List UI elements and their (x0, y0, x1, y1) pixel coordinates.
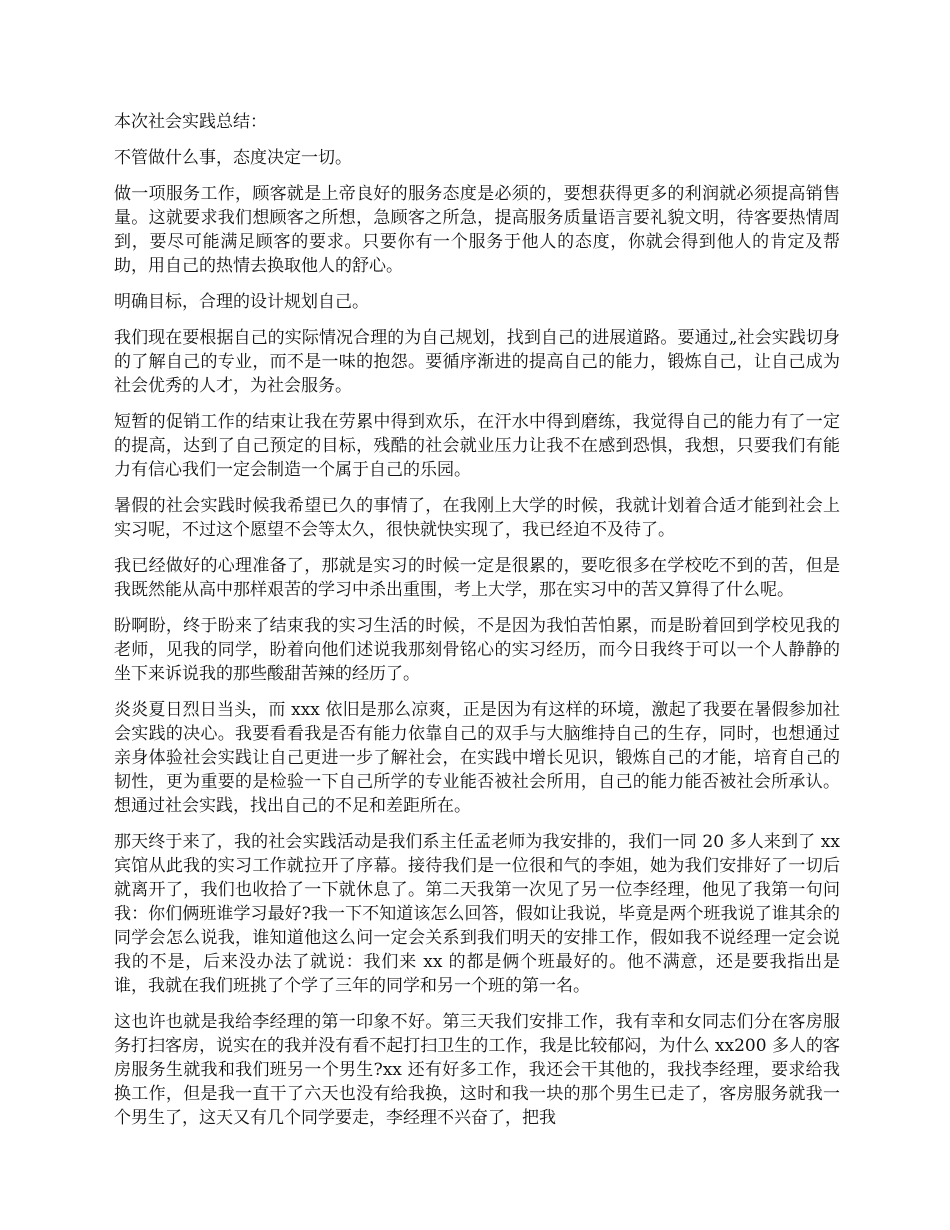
paragraph-promotion: 短暂的促销工作的结束让我在劳累中得到欢乐，在汗水中得到磨练，我觉得自己的能力有了一定的提高，达到了自己预定的目标，残酷的社会就业压力让我不在感到恐惧，我想，只要我们有能力有信心我们一定会制造一个属于自己的乐园。 (114, 412, 840, 480)
paragraph-planning: 我们现在要根据自己的实际情况合理的为自己规划，找到自己的进展道路。要通过„社会实践切身的了解自己的专业，而不是一味的抱怨。要循序渐进的提高自己的能力，锻炼自己，让自己成为社会优秀的人才，为社会服务。 (114, 328, 840, 396)
paragraph-ending: 盼啊盼，终于盼来了结束我的实习生活的时候，不是因为我怕苦怕累，而是盼着回到学校见我的老师，见我的同学，盼着向他们述说我那刻骨铭心的实习经历，而今日我终于可以一个人静静的坐下来诉说我的那些酸甜苦辣的经历了。 (114, 616, 840, 684)
paragraph-heading: 本次社会实践总结： (114, 112, 267, 132)
paragraph-assignment: 这也许也就是我给李经理的第一印象不好。第三天我们安排工作，我有幸和女同志们分在客房服务打扫客房，说实在的我并没有看不起打扫卫生的工作，我是比较郁闷，为什么 xx200 多人的客房服务生就我和我们班另一个男生?xx 还有好多工作，我还会干其他的，我找李经理，要求给我换工作，但是我一直干了六天也没有给我换，这时和我一块的那个男生已走了，客房服务就我一个男生了，这天又有几个同学要走，李经理不兴奋了，把我 (114, 1012, 840, 1128)
paragraph-service: 做一项服务工作，顾客就是上帝良好的服务态度是必须的，要想获得更多的利润就必须提高销售量。这就要求我们想顾客之所想，急顾客之所急，提高服务质量语言要礼貌文明，待客要热情周到，要尽可能满足顾客的要求。只要你有一个服务于他人的态度，你就会得到他人的肯定及帮助，用自己的热情去换取他人的舒心。 (114, 184, 840, 276)
paragraph-subheading-goal: 明确目标，合理的设计规划自己。 (114, 292, 369, 312)
paragraph-mental-prep: 我已经做好的心理准备了，那就是实习的时候一定是很累的，要吃很多在学校吃不到的苦，但是我既然能从高中那样艰苦的学习中杀出重围，考上大学，那在实习中的苦又算得了什么呢。 (114, 556, 840, 600)
paragraph-summer-hope: 暑假的社会实践时候我希望已久的事情了，在我刚上大学的时候，我就计划着合适才能到社会上实习呢，不过这个愿望不会等太久，很快就快实现了，我已经迫不及待了。 (114, 496, 840, 540)
paragraph-subheading-attitude: 不管做什么事，态度决定一切。 (114, 148, 352, 168)
paragraph-summer-decision: 炎炎夏日烈日当头，而 xxx 依旧是那么凉爽，正是因为有这样的环境，激起了我要在暑假参加社会实践的决心。我要看看我是否有能力依靠自己的双手与大脑维持自己的生存，同时，也想通过亲身体验社会实践让自己更进一步了解社会，在实践中增长见识，锻炼自己的才能，培育自己的韧性，更为重要的是检验一下自己所学的专业能否被社会所用，自己的能力能否被社会所承认。想通过社会实践，找出自己的不足和差距所在。 (114, 700, 840, 816)
paragraph-first-day: 那天终于来了，我的社会实践活动是我们系主任孟老师为我安排的，我们一同 20 多人来到了 xx 宾馆从此我的实习工作就拉开了序幕。接待我们是一位很和气的李姐，她为我们安排好了一切后就离开了，我们也收拾了一下就休息了。第二天我第一次见了另一位李经理，他见了我第一句问我：你们俩班谁学习最好?我一下不知道该怎么回答，假如让我说，毕竟是两个班我说了谁其余的同学会怎么说我，谁知道他这么问一定会关系到我们明天的安排工作，假如我不说经理一定会说我的不是，后来没办法了就说：我们来 xx 的都是俩个班最好的。他不满意，还是要我指出是谁，我就在我们班挑了个学了三年的同学和另一个班的第一名。 (114, 832, 840, 996)
document-page (114, 110, 840, 1142)
